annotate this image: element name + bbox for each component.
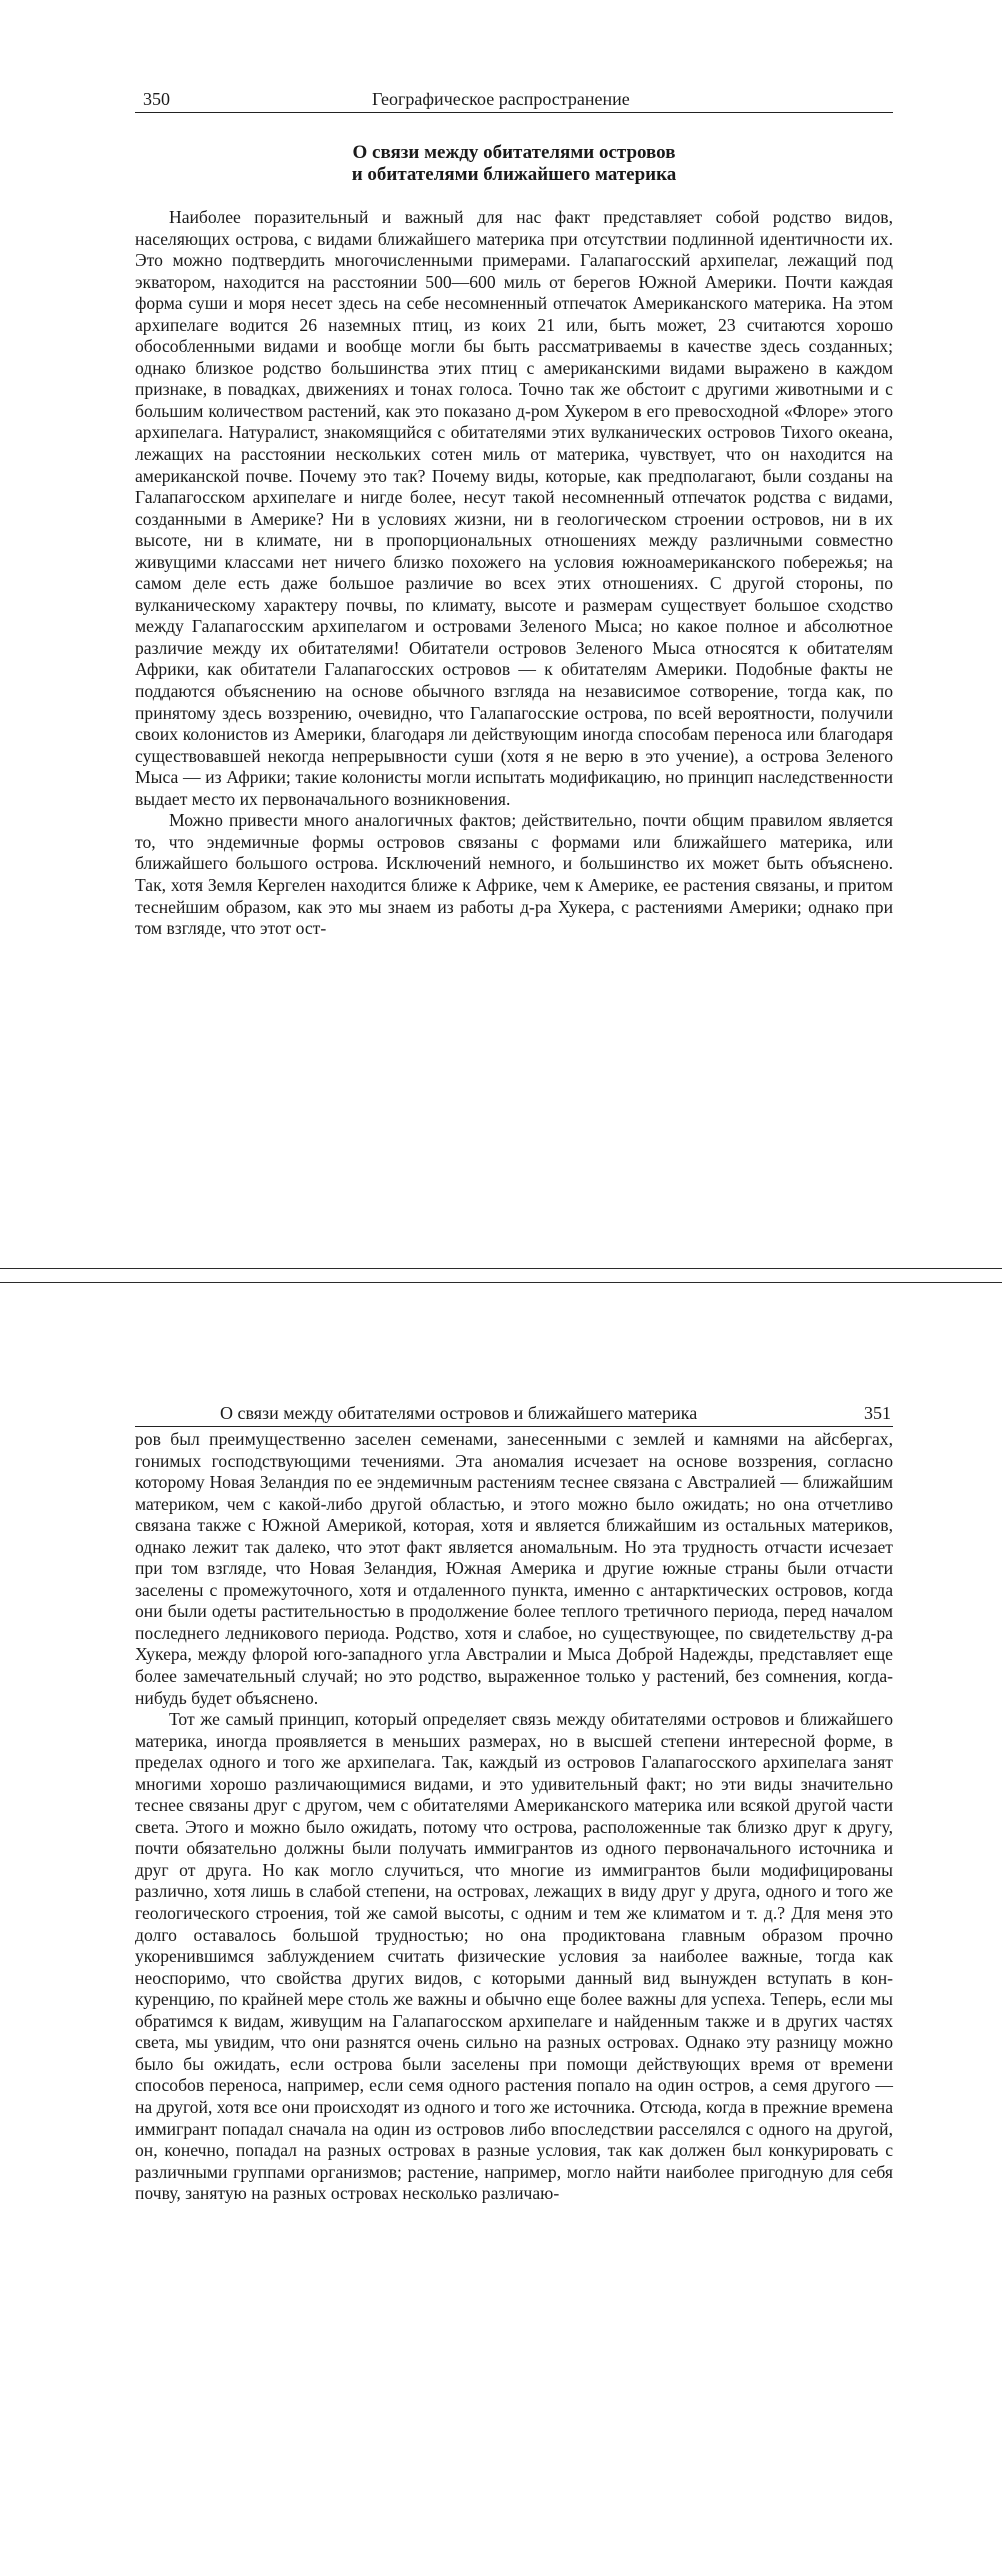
- running-head: [135, 1402, 893, 1427]
- section-heading-line-2: и обитателями ближайшего материка: [351, 164, 677, 185]
- page-number: 351: [864, 1403, 891, 1423]
- body-text: [135, 207, 893, 940]
- section-heading: [135, 142, 893, 186]
- body-text: [135, 1429, 893, 2205]
- paragraph-continued: ров был преимущественно заселен семенами, занесенными с землей и камнями на айсбергах, гонимых господствующими течениями. Эта аномалия исчезает на основе воззрения, согласно которому Новая Зеландия по ее эндемичным растениям теснее связана с Австралией — ближайшим материком, чем с какой-либо другой областью, и этого можно было ожидать; но она отчетливо связана также с Южной Америкой, которая, хотя и является ближайшим из остальных материков, однако лежит так далеко, что этот факт является аномальным. Но эта трудность отчасти исчезает при том взгляде, что Новая Зеландия, Южная Америка и другие южные страны были отчасти заселены с промежуточного, хотя и отдаленного пункта, именно с антарктических островов, когда они были одеты растительностью в продолжение более теплого третичного периода, перед началом последнего ледникового периода. Родство, хотя и слабое, но существующее, по свидетельству д-ра Хукера, между флорой юго-западного угла Австралии и Мыса Доброй Надежды, представляет еще более замечательный случай; но это родство, выраженное только у растений, без сомнения, когда-нибудь будет объяснено.: [135, 1429, 893, 1708]
- page-divider: [0, 1268, 1002, 1283]
- page-351: [0, 1283, 1002, 2554]
- running-head: [135, 88, 893, 113]
- section-heading-line-1: О связи между обитателями островов: [352, 142, 676, 163]
- page-number: 350: [143, 89, 170, 109]
- paragraph: Тот же самый принцип, который определяет связь между обитателями островов и ближайшего материка, иногда проявляется в меньших размерах, но в высшей степени интересной форме, в пределах одного и того же архипелага. Так, каждый из островов Галапагосского архипелага занят многими хорошо различающимися видами, и это удивительный факт; но эти виды значительно теснее связаны друг с другом, чем с обитателями Американского материка или всякой другой части света. Этого и можно было ожидать, потому что острова, расположенные так близко друг к другу, почти обязательно должны были получать иммигрантов из одного первоначального источника и друг от друга. Но как могло случиться, что многие из иммигрантов были модифицированы различно, хотя лишь в слабой степени, на островах, лежащих в виду друг у друга, одного и того же геологического строения, той же самой высоты, с одним и тем же климатом и т. д.? Для меня это долго оставалось большой трудностью; но она продиктована главным образом прочно укоренившимся заблуждением считать физические условия за наиболее важные, тогда как неоспоримо, что свойства других видов, с которыми данный вид вынужден вступать в конкуренцию, по крайней мере столь же важны и обычно еще более важны для успеха. Теперь, если мы обратимся к видам, живущим на Галапагосском архипелаге и найденным также и в других частях света, мы увидим, что они разнятся очень сильно на разных островах. Однако эту разницу можно было бы ожидать, если острова были заселены при помощи действующих время от времени способов переноса, например, если семя одного растения попало на один остров, а семя другого — на другой, хотя все они происходят из одного и того же источника. Отсюда, когда в прежние времена иммигрант попадал сначала на один из островов либо впоследствии расселялся с одного на другой, он, конечно, попадал на разных островах в разные условия, так как должен был конкурировать с различными группами организмов; растение, например, могло найти наиболее пригодную для себя почву, занятую на разных островах несколько различаю-: [135, 1709, 893, 2204]
- running-head-title: Географическое распространение: [372, 89, 630, 109]
- paragraph: Наиболее поразительный и важный для нас факт представляет собой родство видов, населяющих острова, с видами ближайшего материка при отсутствии подлинной идентичности их. Это можно подтвердить многочисленными примерами. Галапагосский архипелаг, лежащий под экватором, находится на расстоянии 500—600 миль от берегов Южной Америки. Почти каждая форма суши и моря несет здесь на себе несомненный отпечаток Американского материка. На этом архипелаге водится 26 наземных птиц, из коих 21 или, быть может, 23 считаются хорошо обособленными видами и вообще могли бы быть рассматриваемы в качестве здесь созданных; однако близкое родство большинства этих птиц с американскими видами выражено в каждом признаке, в повадках, движениях и тонах голоса. Точно так же обстоит с другими животными и с большим количеством растений, как это показано д-ром Хукером в его превосходной «Флоре» этого архипелага. Натуралист, знакомящийся с обитателями этих вулканических островов Тихого океана, лежащих на расстоянии нескольких сотен миль от материка, чувствует, что он находится на американской почве. Почему это так? Почему виды, которые, как предполагают, были созданы на Галапагосском архипелаге и нигде более, несут такой несомненный отпечаток родства с видами, созданными в Америке? Ни в условиях жизни, ни в геологическом строении островов, ни в их высоте, ни в климате, ни в пропорциональных отношениях между различными совместно живущими классами нет ничего близко похожего на условия южноамериканского побережья; на самом деле есть даже большое различие во всех этих отношениях. С другой стороны, по вулканическому характеру почвы, по климату, высоте и размерам существует большое сходство между Галапагосским архипелагом и островами Зеленого Мыса; но какое полное и абсолютное различие между их обитателями! Обитатели островов Зеленого Мыса относятся к обитателям Африки, как обитатели Галапагосских островов — к обитателям Америки. Подобные факты не поддаются объяснению на основе обычного взгляда на независимое сотворение, тогда как, по принятому здесь воззрению, очевидно, что Галапагосские острова, по всей вероятности, получили своих колонистов из Америки, благодаря ли действующим иногда способам переноса или благодаря существовавшей некогда непрерывности суши (хотя я не верю в это учение), а острова Зеленого Мыса — из Африки; такие колонисты могли испытать модификацию, но принцип наследственности выдает место их первоначального возникновения.: [135, 207, 893, 809]
- running-head-title: О связи между обитателями островов и ближайшего материка: [220, 1403, 698, 1423]
- page-350: [0, 0, 1002, 1268]
- paragraph: Можно привести много аналогичных фактов; действительно, почти общим правилом является то, что эндемичные формы островов связаны с формами или ближайшего материка, или ближайшего большого острова. Исключений немного, и большинство их может быть объяснено. Так, хотя Земля Кергелен находится ближе к Африке, чем к Америке, ее растения связаны, и притом теснейшим образом, как это мы знаем из работы д-ра Хукера, с растениями Америки; однако при том взгляде, что этот ост-: [135, 810, 893, 939]
